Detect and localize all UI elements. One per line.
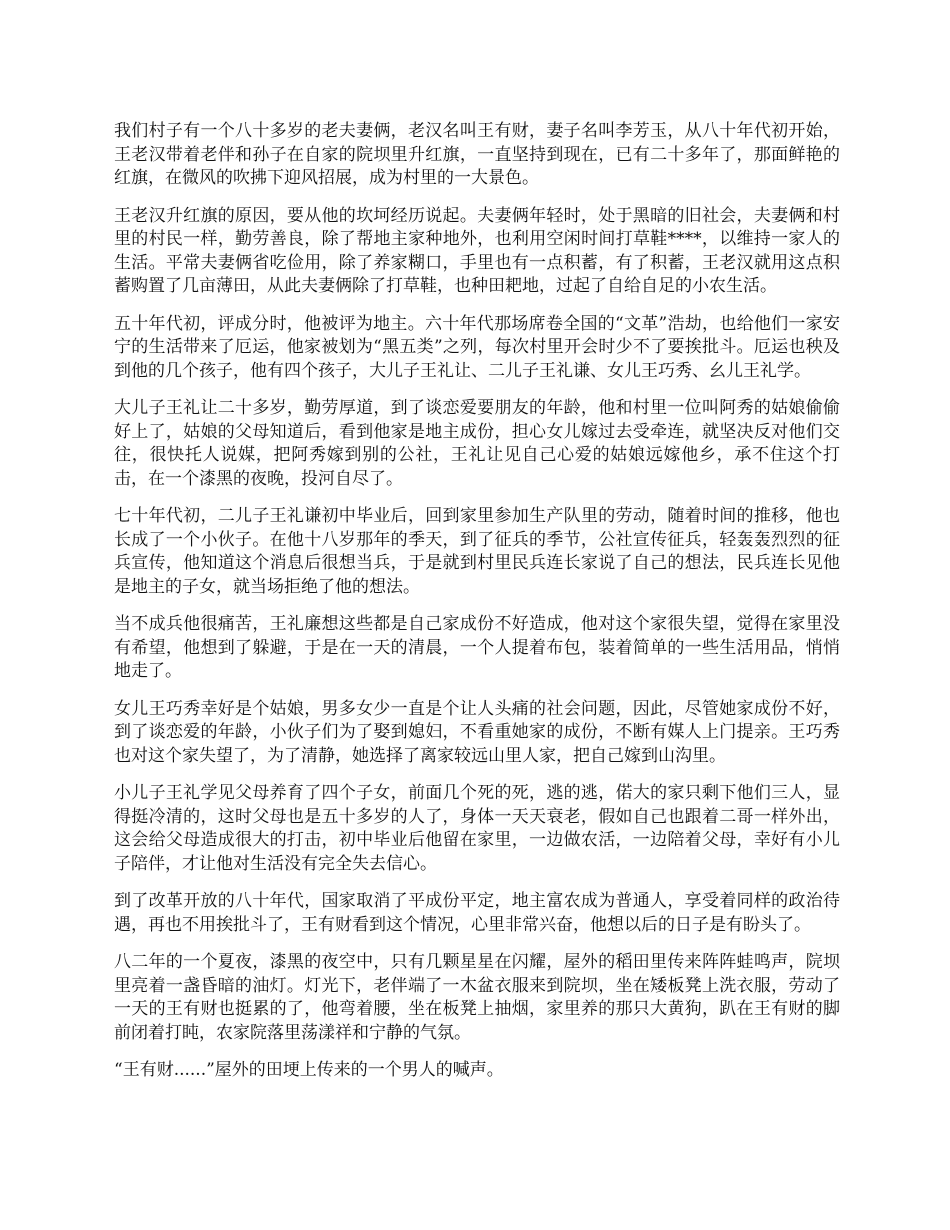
- paragraph-5: 七十年代初，二儿子王礼谦初中毕业后，回到家里参加生产队里的劳动，随着时间的推移，他也长成了一个小伙子。在他十八岁那年的季天，到了征兵的季节，公社宣传征兵，轻轰轰烈烈的征兵宣传，他知道这个消息后很想当兵，于是就到村里民兵连长家说了自己的想法，民兵连长见他是地主的子女，就当场拒绝了他的想法。: [114, 506, 840, 597]
- paragraph-7: 女儿王巧秀幸好是个姑娘，男多女少一直是个让人头痛的社会问题，因此，尽管她家成份不好，到了谈恋爱的年龄，小伙子们为了娶到媳妇，不看重她家的成份，不断有媒人上门提亲。王巧秀也对这个家失望了，为了清静，她选择了离家较远山里人家，把自己嫁到山沟里。: [114, 698, 840, 766]
- paragraph-2: 王老汉升红旗的原因，要从他的坎坷经历说起。夫妻俩年轻时，处于黑暗的旧社会，夫妻俩和村里的村民一样，勤劳善良，除了帮地主家种地外，也利用空闲时间打草鞋****，以维持一家人的生活。平常夫妻俩省吃俭用，除了养家糊口，手里也有一点积蓄，有了积蓄，王老汉就用这点积蓄购置了几亩薄田，从此夫妻俩除了打草鞋，也种田耙地，过起了自给自足的小农生活。: [114, 205, 840, 296]
- paragraph-10: 八二年的一个夏夜，漆黑的夜空中，只有几颗星星在闪耀，屋外的稻田里传来阵阵蛙鸣声，院坝里亮着一盏昏暗的油灯。灯光下，老伴端了一木盆衣服来到院坝，坐在矮板凳上洗衣服，劳动了一天的王有财也挺累的了，他弯着腰，坐在板凳上抽烟，家里养的那只大黄狗，趴在王有财的脚前闭着打盹，农家院落里荡漾祥和宁静的气氛。: [114, 952, 840, 1043]
- paragraph-3: 五十年代初，评成分时，他被评为地主。六十年代那场席卷全国的“文革”浩劫，也给他们一家安宁的生活带来了厄运，他家被划为“黑五类”之列，每次村里开会时少不了要挨批斗。厄运也秧及到他的几个孩子，他有四个孩子，大儿子王礼让、二儿子王礼谦、女儿王巧秀、幺儿王礼学。: [114, 313, 840, 381]
- paragraph-4: 大儿子王礼让二十多岁，勤劳厚道，到了谈恋爱要朋友的年龄，他和村里一位叫阿秀的姑娘偷偷好上了，姑娘的父母知道后，看到他家是地主成份，担心女儿嫁过去受牵连，就坚决反对他们交往，很快托人说媒，把阿秀嫁到别的公社，王礼让见自己心爱的姑娘远嫁他乡，承不住这个打击，在一个漆黑的夜晚，投河自尽了。: [114, 398, 840, 489]
- paragraph-9: 到了改革开放的八十年代，国家取消了平成份平定，地主富农成为普通人，享受着同样的政治待遇，再也不用挨批斗了，王有财看到这个情况，心里非常兴奋，他想以后的日子是有盼头了。: [114, 891, 840, 935]
- document-body: [114, 120, 840, 1097]
- paragraph-8: 小儿子王礼学见父母养育了四个子女，前面几个死的死，逃的逃，偌大的家只剩下他们三人，显得挺冷清的，这时父母也是五十多岁的人了，身体一天天衰老，假如自己也跟着二哥一样外出，这会给父母造成很大的打击，初中毕业后他留在家里，一边做农活，一边陪着父母，幸好有小儿子陪伴，才让他对生活没有完全失去信心。: [114, 783, 840, 874]
- paragraph-11: “王有财......”屋外的田埂上传来的一个男人的喊声。: [114, 1060, 504, 1080]
- paragraph-1: 我们村子有一个八十多岁的老夫妻俩，老汉名叫王有财，妻子名叫李芳玉，从八十年代初开始，王老汉带着老伴和孙子在自家的院坝里升红旗，一直坚持到现在，已有二十多年了，那面鲜艳的红旗，在微风的吹拂下迎风招展，成为村里的一大景色。: [114, 121, 840, 188]
- paragraph-6: 当不成兵他很痛苦，王礼廉想这些都是自己家成份不好造成，他对这个家很失望，觉得在家里没有希望，他想到了躲避，于是在一天的清晨，一个人提着布包，装着简单的一些生活用品，悄悄地走了。: [114, 614, 840, 681]
